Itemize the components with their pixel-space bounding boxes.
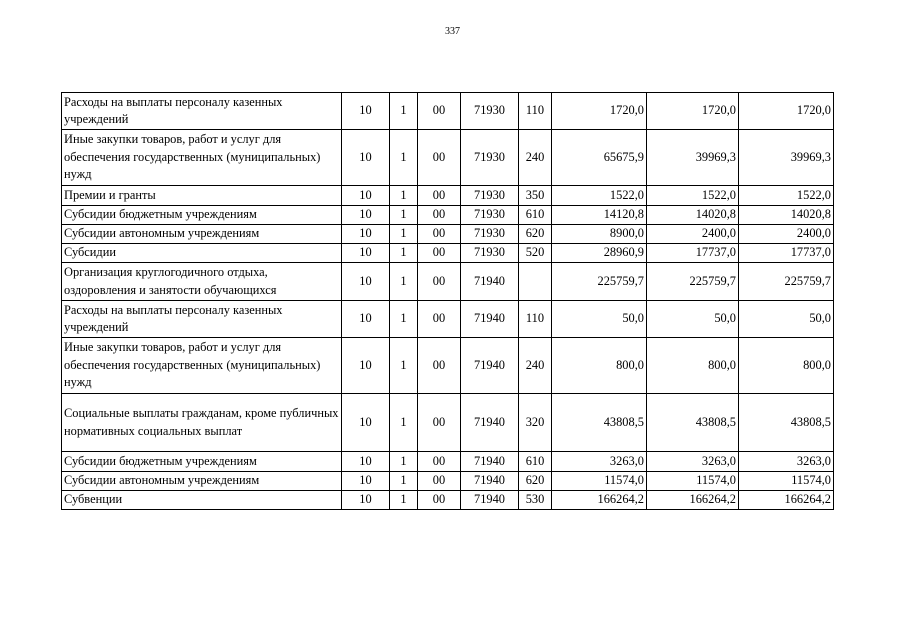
amount-cell-1: 800,0	[552, 338, 647, 394]
table-row	[62, 206, 834, 225]
subsection-code-cell: 1	[390, 225, 418, 244]
program-code-cell: 00	[418, 301, 461, 338]
amount-cell-3: 1720,0	[739, 93, 834, 130]
table-row	[62, 93, 834, 130]
expense-type-code-cell: 110	[519, 93, 552, 130]
program-code-cell: 00	[418, 472, 461, 491]
expense-type-code-cell: 620	[519, 472, 552, 491]
table-row	[62, 452, 834, 472]
program-code-cell: 00	[418, 186, 461, 206]
expense-type-code-cell: 320	[519, 394, 552, 452]
expense-type-code-cell: 610	[519, 452, 552, 472]
subsection-code-cell: 1	[390, 130, 418, 186]
amount-cell-2: 2400,0	[647, 225, 739, 244]
row-name-cell: Социальные выплаты гражданам, кроме публичных нормативных социальных выплат	[62, 394, 342, 452]
amount-cell-2: 3263,0	[647, 452, 739, 472]
amount-cell-3: 2400,0	[739, 225, 834, 244]
row-name-cell: Организация круглогодичного отдыха, оздоровления и занятости обучающихся	[62, 263, 342, 301]
target-code-cell: 71930	[461, 244, 519, 263]
table-row	[62, 472, 834, 491]
target-code-cell: 71940	[461, 301, 519, 338]
amount-cell-1: 43808,5	[552, 394, 647, 452]
target-code-cell: 71940	[461, 491, 519, 510]
amount-cell-1: 65675,9	[552, 130, 647, 186]
program-code-cell: 00	[418, 130, 461, 186]
row-name-cell: Иные закупки товаров, работ и услуг для обеспечения государственных (муниципальных) нужд	[62, 130, 342, 186]
expense-type-code-cell	[519, 263, 552, 301]
row-name-cell: Субсидии автономным учреждениям	[62, 225, 342, 244]
section-code-cell: 10	[342, 491, 390, 510]
amount-cell-2: 14020,8	[647, 206, 739, 225]
row-name-cell: Субвенции	[62, 491, 342, 510]
program-code-cell: 00	[418, 394, 461, 452]
expense-type-code-cell: 520	[519, 244, 552, 263]
subsection-code-cell: 1	[390, 301, 418, 338]
page-number: 337	[445, 26, 460, 37]
target-code-cell: 71930	[461, 130, 519, 186]
subsection-code-cell: 1	[390, 206, 418, 225]
table-row	[62, 225, 834, 244]
section-code-cell: 10	[342, 186, 390, 206]
amount-cell-2: 166264,2	[647, 491, 739, 510]
row-name-cell: Субсидии бюджетным учреждениям	[62, 206, 342, 225]
section-code-cell: 10	[342, 301, 390, 338]
row-name-cell: Субсидии бюджетным учреждениям	[62, 452, 342, 472]
row-name-cell: Расходы на выплаты персоналу казенных учреждений	[62, 93, 342, 130]
amount-cell-3: 14020,8	[739, 206, 834, 225]
subsection-code-cell: 1	[390, 394, 418, 452]
target-code-cell: 71930	[461, 186, 519, 206]
expense-type-code-cell: 610	[519, 206, 552, 225]
program-code-cell: 00	[418, 338, 461, 394]
section-code-cell: 10	[342, 244, 390, 263]
subsection-code-cell: 1	[390, 472, 418, 491]
amount-cell-3: 50,0	[739, 301, 834, 338]
section-code-cell: 10	[342, 225, 390, 244]
subsection-code-cell: 1	[390, 338, 418, 394]
amount-cell-1: 3263,0	[552, 452, 647, 472]
table-row	[62, 394, 834, 452]
table-row	[62, 263, 834, 301]
row-name-cell: Расходы на выплаты персоналу казенных учреждений	[62, 301, 342, 338]
program-code-cell: 00	[418, 263, 461, 301]
amount-cell-2: 43808,5	[647, 394, 739, 452]
amount-cell-2: 1720,0	[647, 93, 739, 130]
section-code-cell: 10	[342, 472, 390, 491]
amount-cell-1: 11574,0	[552, 472, 647, 491]
expense-type-code-cell: 350	[519, 186, 552, 206]
table-row	[62, 186, 834, 206]
amount-cell-2: 225759,7	[647, 263, 739, 301]
table-row	[62, 491, 834, 510]
amount-cell-2: 1522,0	[647, 186, 739, 206]
amount-cell-3: 39969,3	[739, 130, 834, 186]
expense-type-code-cell: 530	[519, 491, 552, 510]
amount-cell-1: 1720,0	[552, 93, 647, 130]
amount-cell-3: 800,0	[739, 338, 834, 394]
section-code-cell: 10	[342, 394, 390, 452]
table-row	[62, 338, 834, 394]
subsection-code-cell: 1	[390, 491, 418, 510]
amount-cell-1: 225759,7	[552, 263, 647, 301]
section-code-cell: 10	[342, 263, 390, 301]
section-code-cell: 10	[342, 93, 390, 130]
section-code-cell: 10	[342, 338, 390, 394]
subsection-code-cell: 1	[390, 244, 418, 263]
program-code-cell: 00	[418, 225, 461, 244]
amount-cell-3: 17737,0	[739, 244, 834, 263]
table-body	[62, 93, 834, 510]
target-code-cell: 71940	[461, 452, 519, 472]
amount-cell-3: 3263,0	[739, 452, 834, 472]
target-code-cell: 71940	[461, 263, 519, 301]
table-row	[62, 130, 834, 186]
amount-cell-3: 225759,7	[739, 263, 834, 301]
amount-cell-3: 11574,0	[739, 472, 834, 491]
amount-cell-3: 1522,0	[739, 186, 834, 206]
row-name-cell: Премии и гранты	[62, 186, 342, 206]
subsection-code-cell: 1	[390, 186, 418, 206]
row-name-cell: Субсидии автономным учреждениям	[62, 472, 342, 491]
program-code-cell: 00	[418, 206, 461, 225]
amount-cell-3: 43808,5	[739, 394, 834, 452]
target-code-cell: 71940	[461, 394, 519, 452]
table-row	[62, 301, 834, 338]
expense-type-code-cell: 110	[519, 301, 552, 338]
section-code-cell: 10	[342, 130, 390, 186]
expense-type-code-cell: 240	[519, 130, 552, 186]
amount-cell-2: 11574,0	[647, 472, 739, 491]
amount-cell-1: 50,0	[552, 301, 647, 338]
amount-cell-3: 166264,2	[739, 491, 834, 510]
program-code-cell: 00	[418, 244, 461, 263]
expense-type-code-cell: 620	[519, 225, 552, 244]
amount-cell-1: 14120,8	[552, 206, 647, 225]
amount-cell-2: 50,0	[647, 301, 739, 338]
program-code-cell: 00	[418, 452, 461, 472]
amount-cell-2: 17737,0	[647, 244, 739, 263]
target-code-cell: 71930	[461, 206, 519, 225]
target-code-cell: 71930	[461, 225, 519, 244]
amount-cell-1: 8900,0	[552, 225, 647, 244]
table-row	[62, 244, 834, 263]
row-name-cell: Иные закупки товаров, работ и услуг для обеспечения государственных (муниципальных) нужд	[62, 338, 342, 394]
row-name-cell: Субсидии	[62, 244, 342, 263]
amount-cell-1: 166264,2	[552, 491, 647, 510]
amount-cell-1: 28960,9	[552, 244, 647, 263]
subsection-code-cell: 1	[390, 263, 418, 301]
target-code-cell: 71940	[461, 472, 519, 491]
amount-cell-2: 39969,3	[647, 130, 739, 186]
subsection-code-cell: 1	[390, 452, 418, 472]
expense-type-code-cell: 240	[519, 338, 552, 394]
program-code-cell: 00	[418, 93, 461, 130]
amount-cell-2: 800,0	[647, 338, 739, 394]
amount-cell-1: 1522,0	[552, 186, 647, 206]
budget-table	[61, 92, 834, 510]
target-code-cell: 71930	[461, 93, 519, 130]
section-code-cell: 10	[342, 452, 390, 472]
subsection-code-cell: 1	[390, 93, 418, 130]
target-code-cell: 71940	[461, 338, 519, 394]
program-code-cell: 00	[418, 491, 461, 510]
section-code-cell: 10	[342, 206, 390, 225]
